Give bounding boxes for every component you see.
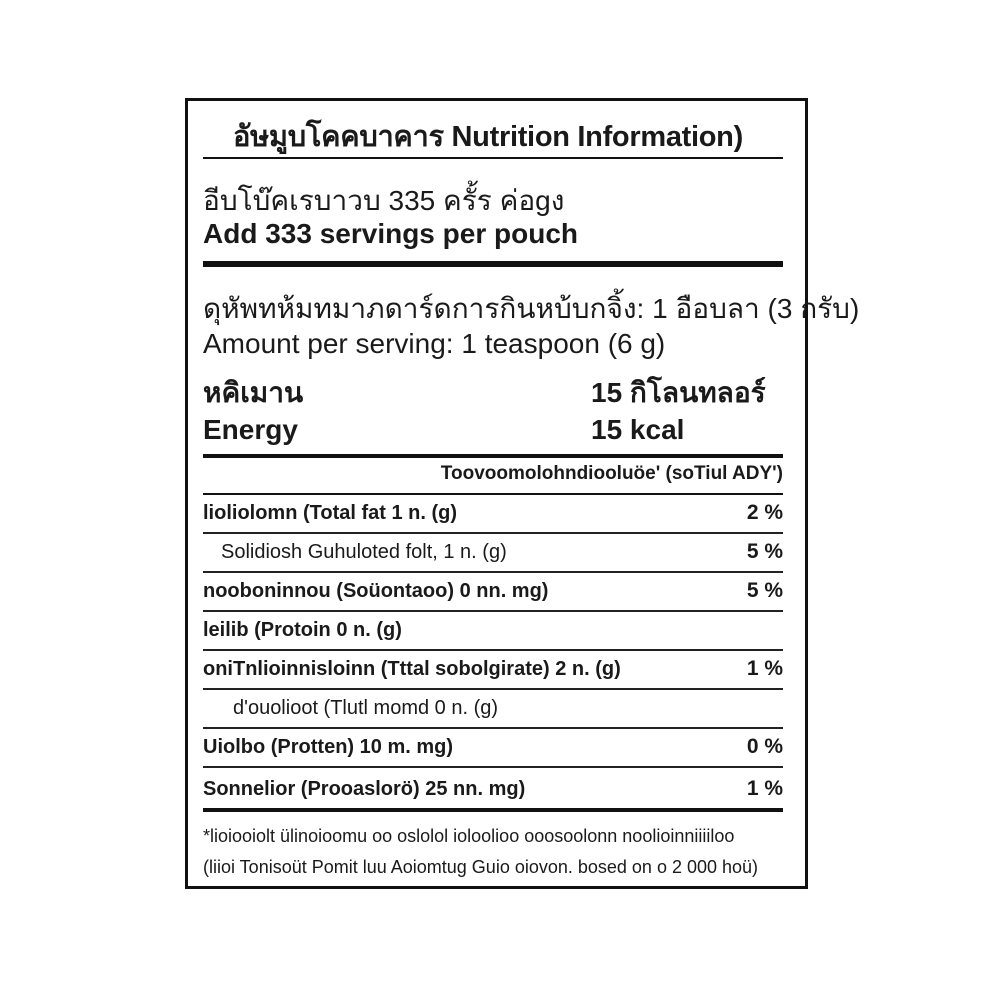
footnote-line-1: *lioiooiolt ülinoioomu oo oslolol ioloolioo ooosoolonn noolioinniiiiloo — [203, 826, 735, 846]
title-divider — [203, 157, 783, 159]
nutrient-percent: 0 % — [746, 735, 783, 758]
nutrient-name: d'ouolioot (Tlutl momd 0 n. (g) — [233, 697, 499, 719]
nutrient-percent: 1 % — [746, 657, 783, 680]
energy-english-value: 15 kcal — [591, 414, 685, 445]
label-title: อัษมูบโคคบาคาร Nutrition Information) — [233, 121, 743, 153]
nutrient-percent: 1 % — [746, 777, 783, 800]
energy-thai-value: 15 กิโลนทลอร์ — [591, 377, 766, 408]
nutrition-label — [185, 98, 860, 889]
nutrient-percent: 2 % — [746, 501, 783, 524]
daily-value-header: Toovoomolohndiooluöe' (soTiul ADY') — [440, 463, 783, 484]
nutrition-label-content — [203, 101, 860, 886]
nutrient-name: leilib (Protoin 0 n. (g) — [203, 619, 402, 641]
nutrient-row-total-fat — [203, 495, 783, 534]
nutrient-percent: 5 % — [746, 579, 783, 602]
nutrient-percent: 5 % — [746, 540, 783, 563]
nutrient-name: oniTnlioinnisloinn (Tttal sobolgirate) 2 n. (g) — [203, 658, 621, 680]
nutrient-name: Sonnelior (Prooaslorö) 25 nn. mg) — [203, 778, 526, 800]
nutrient-row-potassium — [203, 729, 783, 768]
nutrient-row-sugar — [203, 690, 783, 729]
footnote-line-2: (liioi Tonisoüt Pomit luu Aoiomtug Guio oiovon. bosed on o 2 000 hoü) — [203, 857, 759, 877]
nutrient-name: lioliolomn (Total fat 1 n. (g) — [203, 502, 458, 524]
nutrient-row-saturated-fat — [203, 534, 783, 573]
thick-divider-middle — [203, 454, 783, 458]
amount-per-serving-english: Amount per serving: 1 teaspoon (6 g) — [203, 328, 666, 359]
nutrient-row-sodium-2 — [203, 768, 783, 812]
nutrient-row-carbohydrate — [203, 651, 783, 690]
nutrient-row-protein — [203, 612, 783, 651]
servings-thai: อีบโบ๊คเรบาวบ 335 ครั้ร ค่อgง — [203, 185, 565, 216]
thick-divider-top — [203, 261, 783, 267]
nutrient-row-sodium — [203, 573, 783, 612]
nutrient-name: Uiolbo (Protten) 10 m. mg) — [203, 736, 453, 758]
nutrient-name: Solidiosh Guhuloted folt, 1 n. (g) — [221, 541, 507, 563]
servings-english: Add 333 servings per pouch — [203, 218, 578, 249]
nutrient-name: nooboninnou (Soüontaoo) 0 nn. mg) — [203, 580, 549, 602]
energy-thai-label: หคิเมาน — [203, 377, 304, 408]
amount-per-serving-thai: ดุหัพทห้มทมาภดาร์ดการกินหบ้บกจิ้ง: 1 อือบลา (3 กรับ) — [203, 293, 860, 324]
energy-english-label: Energy — [203, 414, 298, 445]
